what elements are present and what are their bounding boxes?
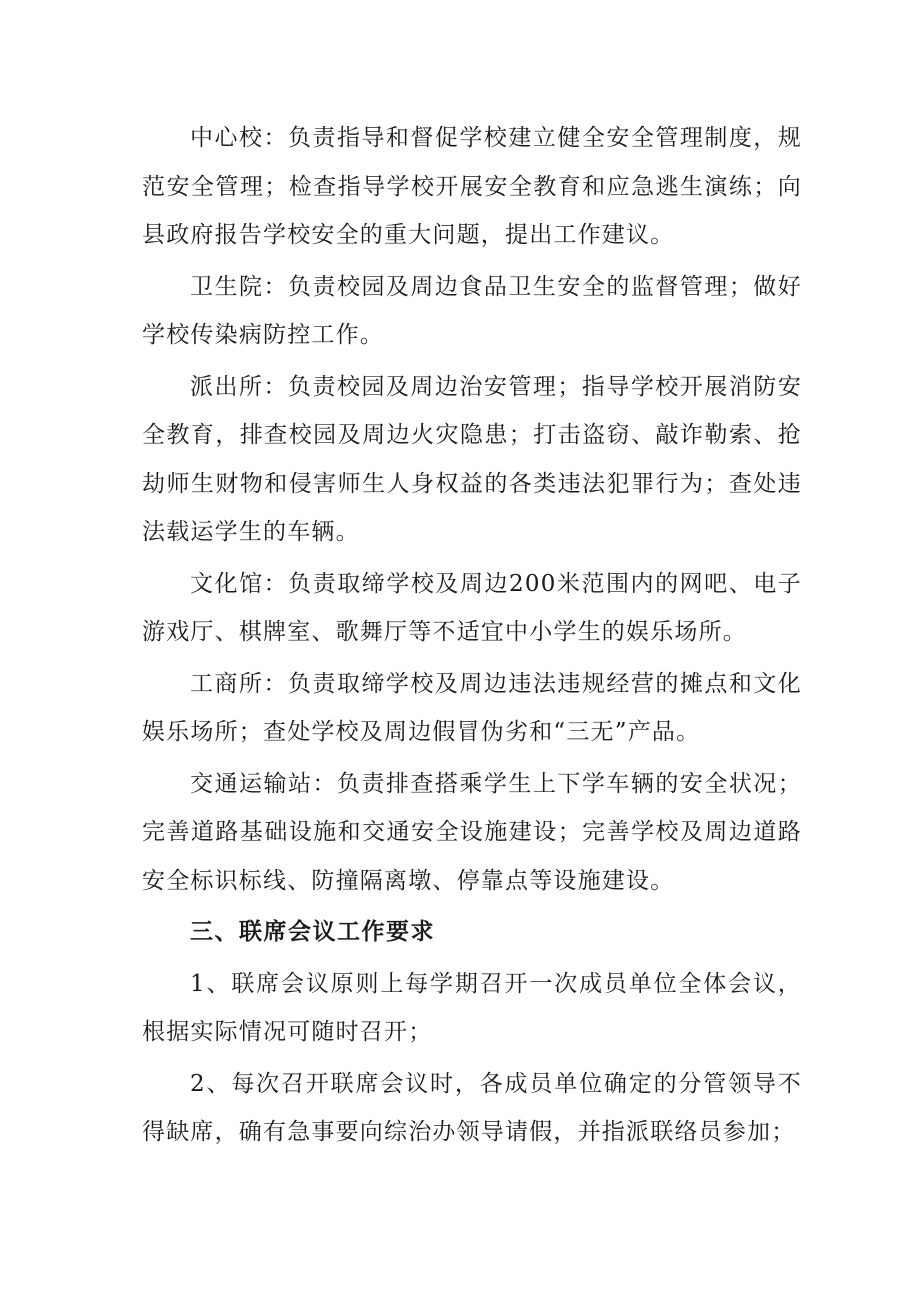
paragraph-cultural-center: 文化馆：负责取缔学校及周边200米范围内的网吧、电子游戏厅、棋牌室、歌舞厅等不适宜中小学生的娱乐场所。 bbox=[142, 570, 802, 645]
paragraph-police-station: 派出所：负责校园及周边治安管理；指导学校开展消防安全教育，排查校园及周边火灾隐患；打击盗窃、敲诈勒索、抢劫师生财物和侵害师生人身权益的各类违法犯罪行为；查处违法载运学生的车辆。 bbox=[142, 373, 802, 545]
paragraph-requirement-1: 1、联席会议原则上每学期召开一次成员单位全体会议，根据实际情况可随时召开； bbox=[142, 970, 802, 1045]
document-body bbox=[142, 114, 802, 1160]
paragraph-industry-commerce: 工商所：负责取缔学校及周边违法违规经营的摊点和文化娱乐场所；查处学校及周边假冒伪劣和“三无”产品。 bbox=[142, 670, 802, 745]
paragraph-health-center: 卫生院：负责校园及周边食品卫生安全的监督管理；做好学校传染病防控工作。 bbox=[142, 273, 802, 348]
paragraph-central-school: 中心校：负责指导和督促学校建立健全安全管理制度，规范安全管理；检查指导学校开展安全教育和应急逃生演练；向县政府报告学校安全的重大问题，提出工作建议。 bbox=[142, 125, 802, 248]
section-heading-meeting-requirements: 三、联席会议工作要求 bbox=[190, 919, 435, 945]
paragraph-requirement-2: 2、每次召开联席会议时，各成员单位确定的分管领导不得缺席，确有急事要向综治办领导请假，并指派联络员参加； bbox=[142, 1070, 802, 1145]
paragraph-transport-station: 交通运输站：负责排查搭乘学生上下学车辆的安全状况；完善道路基础设施和交通安全设施建设；完善学校及周边道路安全标识标线、防撞隔离墩、停靠点等设施建设。 bbox=[142, 770, 802, 894]
